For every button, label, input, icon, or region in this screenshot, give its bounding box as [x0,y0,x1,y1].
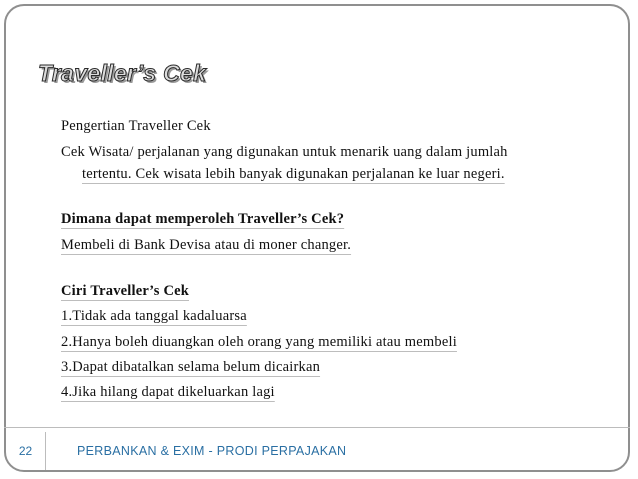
page-number: 22 [6,432,46,470]
footer-divider [4,427,630,428]
feature-item-3: 3.Dapat dibatalkan selama belum dicairkan [61,359,321,375]
footer-text: PERBANKAN & EXIM - PRODI PERPAJAKAN [77,444,347,458]
slide-title: Traveller’s Cek [38,60,207,86]
feature-item-2: 2.Hanya boleh diuangkan oleh orang yang memiliki atau membeli [61,334,457,350]
text-line-2: Cek Wisata/ perjalanan yang digunakan untuk menarik uang dalam jumlah [61,144,508,160]
feature-item-4: 4.Jika hilang dapat dikeluarkan lagi [61,384,275,400]
feature-item-1: 1.Tidak ada tanggal kadaluarsa [61,308,247,324]
answer-line: Membeli di Bank Devisa atau di moner changer. [61,237,352,253]
text-line-3: tertentu. Cek wisata lebih banyak digunakan perjalanan ke luar negeri. [82,166,505,182]
text-line-1: Pengertian Traveller Cek [61,118,211,134]
features-heading: Ciri Traveller’s Cek [61,283,190,299]
question-heading: Dimana dapat memperoleh Traveller’s Cek? [61,211,345,227]
